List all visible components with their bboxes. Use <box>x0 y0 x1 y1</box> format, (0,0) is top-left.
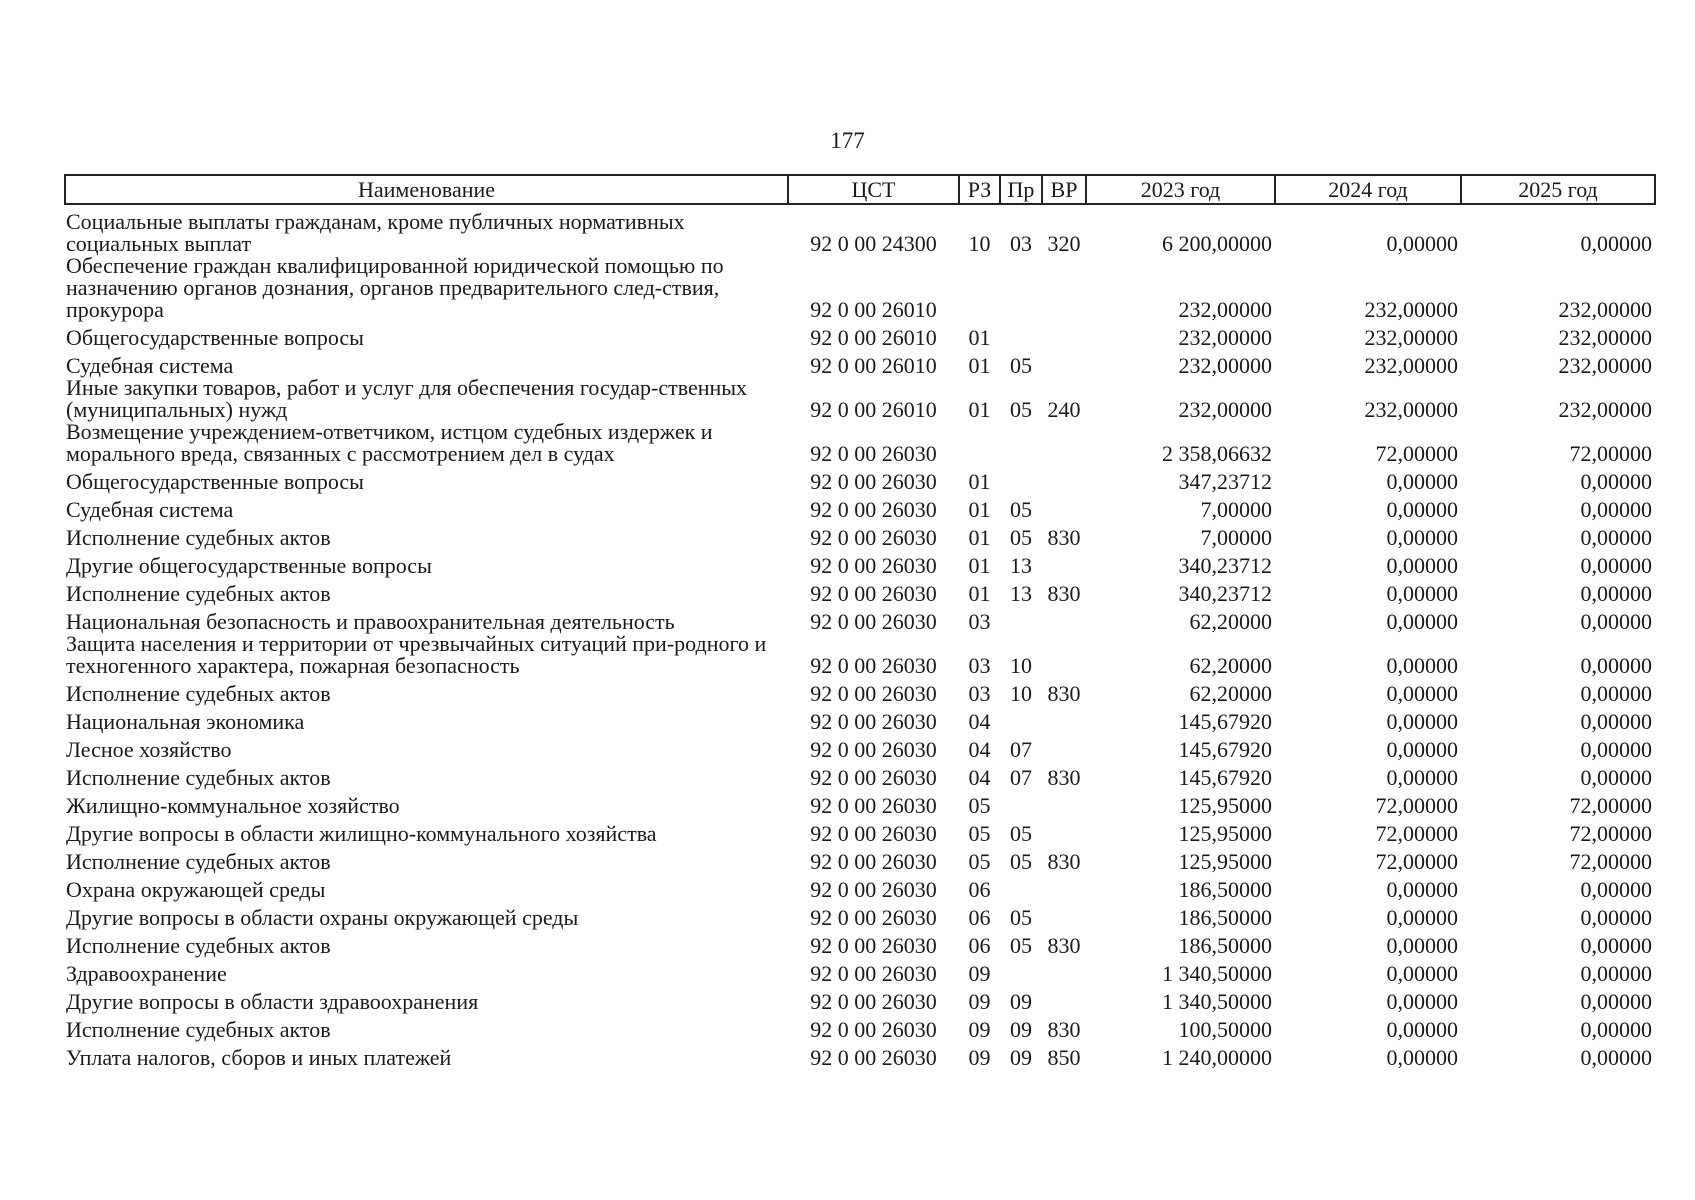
cell-cst: 92 0 00 26030 <box>810 961 937 986</box>
cell-vr <box>1042 421 1086 465</box>
table-row <box>65 929 1655 957</box>
cell-2024: 0,00000 <box>1386 933 1458 958</box>
cell-pr <box>1000 957 1042 985</box>
cell-2025: 72,00000 <box>1569 821 1652 846</box>
cell-name: Другие вопросы в области жилищно-коммунального хозяйства <box>66 821 657 846</box>
cell-rz: 06 <box>968 877 991 902</box>
cell-2023: 1 240,00000 <box>1162 1045 1272 1070</box>
cell-rz: 09 <box>968 1045 991 1070</box>
cell-rz: 04 <box>968 765 991 790</box>
cell-cst: 92 0 00 26030 <box>810 877 937 902</box>
cell-rz: 03 <box>968 609 991 634</box>
cell-vr <box>1042 789 1086 817</box>
cell-vr <box>1042 705 1086 733</box>
cell-vr <box>1042 321 1086 349</box>
cell-2024: 0,00000 <box>1386 553 1458 578</box>
cell-2024: 0,00000 <box>1386 469 1458 494</box>
cell-2024: 0,00000 <box>1386 525 1458 550</box>
cell-vr: 830 <box>1047 525 1081 550</box>
cell-vr <box>1042 465 1086 493</box>
cell-name: Исполнение судебных актов <box>66 765 331 790</box>
cell-name: Исполнение судебных актов <box>66 1017 331 1042</box>
cell-2023: 232,00000 <box>1178 397 1272 422</box>
cell-cst: 92 0 00 26030 <box>810 609 937 634</box>
cell-pr <box>1000 321 1042 349</box>
cell-vr <box>1042 817 1086 845</box>
header-name: Наименование <box>65 175 788 204</box>
table-row <box>65 1013 1655 1041</box>
cell-2024: 0,00000 <box>1386 497 1458 522</box>
cell-pr: 05 <box>1010 525 1032 550</box>
cell-2024: 0,00000 <box>1386 905 1458 930</box>
cell-name: Общегосударственные вопросы <box>66 325 364 350</box>
cell-2025: 0,00000 <box>1580 553 1652 578</box>
table-row <box>65 549 1655 577</box>
cell-2023: 347,23712 <box>1178 469 1272 494</box>
cell-cst: 92 0 00 26030 <box>810 441 937 466</box>
cell-pr: 13 <box>1010 553 1032 578</box>
cell-pr: 09 <box>1010 989 1032 1014</box>
cell-rz: 01 <box>968 325 991 350</box>
cell-name: Жилищно-коммунальное хозяйство <box>66 793 400 818</box>
cell-2025: 0,00000 <box>1580 709 1652 734</box>
cell-2023: 232,00000 <box>1178 353 1272 378</box>
cell-pr <box>1000 873 1042 901</box>
table-row <box>65 633 1655 677</box>
cell-2023: 232,00000 <box>1178 297 1272 322</box>
table-row <box>65 789 1655 817</box>
table-row <box>65 377 1655 421</box>
cell-cst: 92 0 00 26030 <box>810 933 937 958</box>
table-row <box>65 957 1655 985</box>
cell-2025: 0,00000 <box>1580 765 1652 790</box>
cell-rz: 09 <box>968 989 991 1014</box>
table-row <box>65 705 1655 733</box>
table-row <box>65 349 1655 377</box>
cell-rz: 05 <box>968 793 991 818</box>
cell-2025: 0,00000 <box>1580 1045 1652 1070</box>
cell-vr <box>1042 873 1086 901</box>
cell-pr <box>1000 421 1042 465</box>
cell-2024: 0,00000 <box>1386 653 1458 678</box>
table-row <box>65 817 1655 845</box>
cell-pr: 09 <box>1010 1017 1032 1042</box>
cell-rz: 05 <box>968 849 991 874</box>
cell-rz <box>959 255 1000 321</box>
cell-2024: 72,00000 <box>1375 821 1458 846</box>
cell-2025: 0,00000 <box>1580 989 1652 1014</box>
cell-2024: 0,00000 <box>1386 231 1458 256</box>
cell-name: Исполнение судебных актов <box>66 525 331 550</box>
cell-name: Уплата налогов, сборов и иных платежей <box>66 1045 452 1070</box>
cell-2023: 7,00000 <box>1200 525 1272 550</box>
cell-2025: 72,00000 <box>1569 849 1652 874</box>
cell-2024: 0,00000 <box>1386 609 1458 634</box>
table-row <box>65 761 1655 789</box>
cell-2024: 232,00000 <box>1364 353 1458 378</box>
cell-2024: 232,00000 <box>1364 397 1458 422</box>
cell-vr: 320 <box>1047 231 1081 256</box>
cell-vr <box>1042 605 1086 633</box>
cell-name: Национальная безопасность и правоохранительная деятельность <box>66 609 675 634</box>
cell-name: Судебная система <box>66 353 234 378</box>
cell-vr <box>1042 901 1086 929</box>
cell-2024: 0,00000 <box>1386 581 1458 606</box>
cell-2023: 340,23712 <box>1178 553 1272 578</box>
cell-2024: 232,00000 <box>1364 325 1458 350</box>
cell-2023: 186,50000 <box>1178 905 1272 930</box>
cell-name: Обеспечение граждан квалифицированной юридической помощью по назначению органов дознания, органов предварительного след-ствия, прокурора <box>66 253 724 322</box>
cell-2023: 186,50000 <box>1178 933 1272 958</box>
cell-pr <box>1000 605 1042 633</box>
cell-2023: 145,67920 <box>1178 765 1272 790</box>
table-row <box>65 493 1655 521</box>
cell-rz: 03 <box>968 681 991 706</box>
cell-2024: 0,00000 <box>1386 765 1458 790</box>
header-vr: ВР <box>1042 175 1086 204</box>
cell-cst: 92 0 00 26030 <box>810 1045 937 1070</box>
header-2025: 2025 год <box>1461 175 1655 204</box>
cell-vr <box>1042 985 1086 1013</box>
cell-cst: 92 0 00 24300 <box>810 231 937 256</box>
cell-2025: 0,00000 <box>1580 877 1652 902</box>
cell-rz: 06 <box>968 933 991 958</box>
cell-name: Охрана окружающей среды <box>66 877 326 902</box>
cell-pr <box>1000 255 1042 321</box>
cell-vr: 830 <box>1047 933 1081 958</box>
cell-2025: 0,00000 <box>1580 231 1652 256</box>
cell-cst: 92 0 00 26030 <box>810 1017 937 1042</box>
cell-2025: 0,00000 <box>1580 737 1652 762</box>
cell-pr: 07 <box>1010 737 1032 762</box>
cell-2023: 7,00000 <box>1200 497 1272 522</box>
cell-rz: 04 <box>968 737 991 762</box>
cell-2023: 125,95000 <box>1178 821 1272 846</box>
cell-cst: 92 0 00 26030 <box>810 905 937 930</box>
cell-name: Иные закупки товаров, работ и услуг для обеспечения государ-ственных (муниципальных) нужд <box>66 375 748 422</box>
cell-vr <box>1042 633 1086 677</box>
cell-cst: 92 0 00 26030 <box>810 653 937 678</box>
cell-2025: 0,00000 <box>1580 497 1652 522</box>
cell-2024: 0,00000 <box>1386 709 1458 734</box>
cell-name: Возмещение учреждением-ответчиком, истцом судебных издержек и морального вреда, связанных с рассмотрением дел в судах <box>66 419 713 466</box>
cell-rz <box>959 421 1000 465</box>
cell-cst: 92 0 00 26010 <box>810 353 937 378</box>
cell-pr: 07 <box>1010 765 1032 790</box>
cell-2025: 0,00000 <box>1580 905 1652 930</box>
cell-cst: 92 0 00 26030 <box>810 821 937 846</box>
cell-cst: 92 0 00 26010 <box>810 325 937 350</box>
table-row <box>65 733 1655 761</box>
cell-name: Исполнение судебных актов <box>66 933 331 958</box>
page-number: 177 <box>830 128 865 153</box>
cell-2025: 72,00000 <box>1569 441 1652 466</box>
header-pr: Пр <box>1000 175 1042 204</box>
cell-vr <box>1042 733 1086 761</box>
cell-2025: 232,00000 <box>1558 397 1652 422</box>
cell-name: Другие общегосударственные вопросы <box>66 553 432 578</box>
budget-table <box>64 174 1656 1069</box>
cell-2023: 62,20000 <box>1189 653 1272 678</box>
cell-cst: 92 0 00 26030 <box>810 581 937 606</box>
cell-2025: 0,00000 <box>1580 1017 1652 1042</box>
cell-pr: 05 <box>1010 905 1032 930</box>
cell-2024: 0,00000 <box>1386 681 1458 706</box>
cell-2023: 145,67920 <box>1178 709 1272 734</box>
header-2023: 2023 год <box>1086 175 1275 204</box>
cell-vr <box>1042 549 1086 577</box>
cell-2025: 0,00000 <box>1580 681 1652 706</box>
cell-vr: 830 <box>1047 765 1081 790</box>
cell-2025: 232,00000 <box>1558 297 1652 322</box>
cell-vr: 830 <box>1047 1017 1081 1042</box>
cell-2023: 1 340,50000 <box>1162 989 1272 1014</box>
table-row <box>65 321 1655 349</box>
cell-2023: 145,67920 <box>1178 737 1272 762</box>
cell-name: Защита населения и территории от чрезвычайных ситуаций при-родного и техногенного характера, пожарная безопасность <box>66 631 767 678</box>
cell-vr: 240 <box>1047 397 1081 422</box>
cell-pr <box>1000 705 1042 733</box>
cell-2025: 0,00000 <box>1580 961 1652 986</box>
cell-2025: 0,00000 <box>1580 609 1652 634</box>
cell-cst: 92 0 00 26030 <box>810 709 937 734</box>
table-body <box>65 204 1655 1069</box>
cell-2025: 232,00000 <box>1558 325 1652 350</box>
cell-rz: 01 <box>968 525 991 550</box>
cell-2024: 0,00000 <box>1386 961 1458 986</box>
cell-rz: 03 <box>968 653 991 678</box>
cell-vr <box>1042 493 1086 521</box>
cell-rz: 01 <box>968 469 991 494</box>
cell-2023: 1 340,50000 <box>1162 961 1272 986</box>
cell-cst: 92 0 00 26030 <box>810 737 937 762</box>
cell-2023: 125,95000 <box>1178 793 1272 818</box>
cell-pr: 05 <box>1010 821 1032 846</box>
cell-rz: 05 <box>968 821 991 846</box>
cell-pr: 05 <box>1010 397 1032 422</box>
cell-cst: 92 0 00 26010 <box>810 397 937 422</box>
cell-cst: 92 0 00 26030 <box>810 469 937 494</box>
table-row <box>65 255 1655 321</box>
cell-rz: 01 <box>968 497 991 522</box>
cell-name: Здравоохранение <box>66 961 227 986</box>
cell-name: Судебная система <box>66 497 234 522</box>
cell-pr: 03 <box>1010 231 1032 256</box>
cell-rz: 01 <box>968 581 991 606</box>
cell-vr: 830 <box>1047 681 1081 706</box>
cell-2024: 232,00000 <box>1364 297 1458 322</box>
cell-cst: 92 0 00 26030 <box>810 989 937 1014</box>
cell-pr <box>1000 465 1042 493</box>
cell-2023: 340,23712 <box>1178 581 1272 606</box>
cell-rz: 01 <box>968 397 991 422</box>
table-row <box>65 1041 1655 1069</box>
cell-2024: 0,00000 <box>1386 1017 1458 1042</box>
cell-2025: 0,00000 <box>1580 653 1652 678</box>
cell-2023: 62,20000 <box>1189 681 1272 706</box>
cell-vr: 830 <box>1047 581 1081 606</box>
cell-pr <box>1000 789 1042 817</box>
table-row <box>65 677 1655 705</box>
cell-name: Лесное хозяйство <box>66 737 232 762</box>
cell-cst: 92 0 00 26030 <box>810 553 937 578</box>
cell-name: Национальная экономика <box>66 709 305 734</box>
cell-2024: 0,00000 <box>1386 1045 1458 1070</box>
cell-rz: 09 <box>968 1017 991 1042</box>
cell-pr: 05 <box>1010 933 1032 958</box>
cell-pr: 10 <box>1010 681 1032 706</box>
table-row <box>65 421 1655 465</box>
cell-2023: 186,50000 <box>1178 877 1272 902</box>
cell-2023: 2 358,06632 <box>1162 441 1272 466</box>
cell-2025: 0,00000 <box>1580 581 1652 606</box>
table-row <box>65 985 1655 1013</box>
cell-2024: 0,00000 <box>1386 737 1458 762</box>
cell-cst: 92 0 00 26030 <box>810 765 937 790</box>
cell-pr: 10 <box>1010 653 1032 678</box>
cell-2025: 72,00000 <box>1569 793 1652 818</box>
cell-rz: 10 <box>968 231 991 256</box>
cell-2024: 72,00000 <box>1375 441 1458 466</box>
header-rz: РЗ <box>959 175 1000 204</box>
table-row <box>65 605 1655 633</box>
cell-rz: 01 <box>968 353 991 378</box>
cell-name: Другие вопросы в области охраны окружающей среды <box>66 905 579 930</box>
cell-name: Общегосударственные вопросы <box>66 469 364 494</box>
cell-pr: 13 <box>1010 581 1032 606</box>
cell-cst: 92 0 00 26010 <box>810 297 937 322</box>
cell-2024: 72,00000 <box>1375 793 1458 818</box>
table-row <box>65 901 1655 929</box>
cell-rz: 01 <box>968 553 991 578</box>
cell-rz: 04 <box>968 709 991 734</box>
cell-cst: 92 0 00 26030 <box>810 793 937 818</box>
cell-pr: 05 <box>1010 497 1032 522</box>
cell-name: Социальные выплаты гражданам, кроме публичных нормативных социальных выплат <box>66 209 685 256</box>
cell-name: Другие вопросы в области здравоохранения <box>66 989 479 1014</box>
cell-vr: 850 <box>1047 1045 1081 1070</box>
table-row <box>65 577 1655 605</box>
cell-2023: 125,95000 <box>1178 849 1272 874</box>
cell-2025: 232,00000 <box>1558 353 1652 378</box>
table-row <box>65 204 1655 255</box>
cell-rz: 09 <box>968 961 991 986</box>
header-row <box>65 175 1655 204</box>
cell-2025: 0,00000 <box>1580 933 1652 958</box>
table-header <box>65 175 1655 204</box>
cell-pr: 05 <box>1010 353 1032 378</box>
cell-2024: 72,00000 <box>1375 849 1458 874</box>
table-row <box>65 465 1655 493</box>
cell-name: Исполнение судебных актов <box>66 849 331 874</box>
table-row <box>65 521 1655 549</box>
cell-cst: 92 0 00 26030 <box>810 525 937 550</box>
header-2024: 2024 год <box>1275 175 1461 204</box>
cell-2023: 62,20000 <box>1189 609 1272 634</box>
cell-vr <box>1042 255 1086 321</box>
cell-name: Исполнение судебных актов <box>66 581 331 606</box>
cell-cst: 92 0 00 26030 <box>810 849 937 874</box>
table-row <box>65 873 1655 901</box>
cell-rz: 06 <box>968 905 991 930</box>
cell-vr: 830 <box>1047 849 1081 874</box>
cell-2023: 232,00000 <box>1178 325 1272 350</box>
header-cst: ЦСТ <box>788 175 959 204</box>
cell-cst: 92 0 00 26030 <box>810 497 937 522</box>
cell-pr: 05 <box>1010 849 1032 874</box>
cell-2025: 0,00000 <box>1580 525 1652 550</box>
cell-2023: 100,50000 <box>1178 1017 1272 1042</box>
cell-2025: 0,00000 <box>1580 469 1652 494</box>
cell-cst: 92 0 00 26030 <box>810 681 937 706</box>
cell-2024: 0,00000 <box>1386 989 1458 1014</box>
cell-2023: 6 200,00000 <box>1162 231 1272 256</box>
cell-vr <box>1042 957 1086 985</box>
table-row <box>65 845 1655 873</box>
cell-vr <box>1042 349 1086 377</box>
cell-2024: 0,00000 <box>1386 877 1458 902</box>
cell-pr: 09 <box>1010 1045 1032 1070</box>
cell-name: Исполнение судебных актов <box>66 681 331 706</box>
